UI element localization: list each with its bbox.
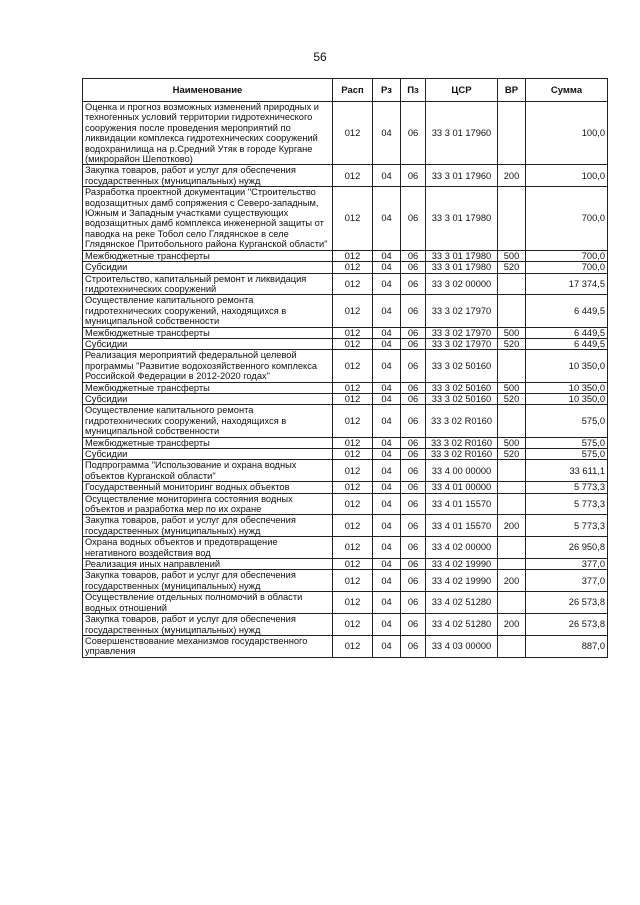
cell-csr: 33 4 02 51280 [426, 592, 498, 614]
cell-pz: 06 [401, 493, 426, 515]
cell-rasp: 012 [333, 382, 373, 393]
cell-vr: 520 [498, 338, 526, 349]
cell-csr: 33 4 01 15570 [426, 515, 498, 537]
cell-csr: 33 3 02 50160 [426, 393, 498, 404]
cell-rasp: 012 [333, 273, 373, 295]
table-row [83, 515, 608, 537]
cell-csr: 33 3 02 17970 [426, 295, 498, 327]
cell-name: Субсидии [83, 262, 333, 273]
cell-name: Межбюджетные трансферты [83, 382, 333, 393]
cell-pz: 06 [401, 592, 426, 614]
table-row [83, 482, 608, 493]
table-row [83, 295, 608, 327]
cell-rz: 04 [373, 350, 401, 382]
cell-sum: 6 449,5 [526, 338, 608, 349]
cell-rz: 04 [373, 570, 401, 592]
cell-rasp: 012 [333, 405, 373, 437]
cell-rasp: 012 [333, 460, 373, 482]
cell-rasp: 012 [333, 614, 373, 636]
cell-pz: 06 [401, 570, 426, 592]
cell-vr: 520 [498, 393, 526, 404]
cell-name: Разработка проектной документации "Строительство водозащитных дамб сопряжения с Северо-западным, Южным и Западным участками существующих водозащитных дамб комплекса инженерной защиты от паводка на реке Тобол село Глядянское в селе Глядянское Притобольного района Курганской области" [83, 187, 333, 250]
header-rasp: Расп [333, 79, 373, 102]
cell-rasp: 012 [333, 165, 373, 187]
cell-vr: 520 [498, 262, 526, 273]
cell-rz: 04 [373, 437, 401, 448]
cell-vr [498, 350, 526, 382]
cell-rasp: 012 [333, 250, 373, 261]
table-row [83, 262, 608, 273]
cell-rz: 04 [373, 262, 401, 273]
cell-rasp: 012 [333, 102, 373, 165]
cell-vr: 520 [498, 449, 526, 460]
cell-csr: 33 3 02 00000 [426, 273, 498, 295]
cell-name: Реализация мероприятий федеральной целевой программы "Развитие водохозяйственного комплекса Российской Федерации в 2012-2020 годах" [83, 350, 333, 382]
cell-sum: 10 350,0 [526, 393, 608, 404]
cell-sum: 575,0 [526, 437, 608, 448]
cell-vr [498, 537, 526, 559]
cell-name: Закупка товаров, работ и услуг для обеспечения государственных (муниципальных) нужд [83, 614, 333, 636]
header-rz: Рз [373, 79, 401, 102]
cell-name: Строительство, капитальный ремонт и ликвидация гидротехнических сооружений [83, 273, 333, 295]
cell-sum: 10 350,0 [526, 350, 608, 382]
cell-rasp: 012 [333, 449, 373, 460]
page-number: 56 [313, 50, 327, 64]
cell-sum: 5 773,3 [526, 493, 608, 515]
cell-sum: 26 950,8 [526, 537, 608, 559]
cell-vr [498, 187, 526, 250]
cell-vr [498, 482, 526, 493]
cell-pz: 06 [401, 482, 426, 493]
budget-table [82, 78, 608, 658]
cell-name: Закупка товаров, работ и услуг для обеспечения государственных (муниципальных) нужд [83, 515, 333, 537]
cell-pz: 06 [401, 437, 426, 448]
cell-rz: 04 [373, 482, 401, 493]
cell-sum: 575,0 [526, 405, 608, 437]
cell-rasp: 012 [333, 262, 373, 273]
cell-rz: 04 [373, 273, 401, 295]
cell-rz: 04 [373, 250, 401, 261]
table-row [83, 250, 608, 261]
table-row [83, 493, 608, 515]
header-sum: Сумма [526, 79, 608, 102]
cell-vr: 500 [498, 437, 526, 448]
cell-csr: 33 3 01 17960 [426, 102, 498, 165]
cell-rz: 04 [373, 493, 401, 515]
cell-rz: 04 [373, 449, 401, 460]
cell-csr: 33 3 01 17960 [426, 165, 498, 187]
cell-rasp: 012 [333, 515, 373, 537]
cell-rz: 04 [373, 187, 401, 250]
cell-csr: 33 4 02 19990 [426, 570, 498, 592]
cell-sum: 377,0 [526, 570, 608, 592]
cell-sum: 33 611,1 [526, 460, 608, 482]
table-row [83, 537, 608, 559]
cell-sum: 26 573,8 [526, 592, 608, 614]
cell-name: Субсидии [83, 393, 333, 404]
cell-name: Закупка товаров, работ и услуг для обеспечения государственных (муниципальных) нужд [83, 165, 333, 187]
cell-csr: 33 3 02 R0160 [426, 449, 498, 460]
cell-pz: 06 [401, 382, 426, 393]
table-row [83, 327, 608, 338]
cell-rasp: 012 [333, 437, 373, 448]
cell-pz: 06 [401, 338, 426, 349]
table-row [83, 102, 608, 165]
cell-rasp: 012 [333, 350, 373, 382]
cell-pz: 06 [401, 559, 426, 570]
cell-sum: 700,0 [526, 262, 608, 273]
cell-pz: 06 [401, 405, 426, 437]
cell-rasp: 012 [333, 295, 373, 327]
cell-name: Охрана водных объектов и предотвращение негативного воздействия вод [83, 537, 333, 559]
cell-csr: 33 4 02 51280 [426, 614, 498, 636]
cell-rasp: 012 [333, 635, 373, 657]
cell-rz: 04 [373, 327, 401, 338]
cell-vr [498, 592, 526, 614]
cell-csr: 33 3 01 17980 [426, 250, 498, 261]
cell-csr: 33 3 02 50160 [426, 382, 498, 393]
table-row [83, 165, 608, 187]
cell-name: Межбюджетные трансферты [83, 250, 333, 261]
cell-vr: 200 [498, 165, 526, 187]
cell-pz: 06 [401, 262, 426, 273]
cell-rz: 04 [373, 102, 401, 165]
cell-rasp: 012 [333, 482, 373, 493]
header-name: Наименование [83, 79, 333, 102]
cell-csr: 33 4 01 15570 [426, 493, 498, 515]
cell-sum: 26 573,8 [526, 614, 608, 636]
table-header-row [83, 79, 608, 102]
cell-rasp: 012 [333, 570, 373, 592]
table-row [83, 382, 608, 393]
cell-vr [498, 460, 526, 482]
table-row [83, 437, 608, 448]
cell-sum: 700,0 [526, 187, 608, 250]
cell-sum: 377,0 [526, 559, 608, 570]
cell-rz: 04 [373, 295, 401, 327]
cell-name: Осуществление капитального ремонта гидротехнических сооружений, находящихся в муниципальной собственности [83, 405, 333, 437]
table-row [83, 405, 608, 437]
cell-rz: 04 [373, 537, 401, 559]
table-row [83, 350, 608, 382]
cell-rz: 04 [373, 559, 401, 570]
cell-sum: 887,0 [526, 635, 608, 657]
cell-rz: 04 [373, 460, 401, 482]
cell-csr: 33 4 02 19990 [426, 559, 498, 570]
cell-vr: 500 [498, 250, 526, 261]
table-row [83, 635, 608, 657]
cell-pz: 06 [401, 165, 426, 187]
cell-name: Закупка товаров, работ и услуг для обеспечения государственных (муниципальных) нужд [83, 570, 333, 592]
cell-vr: 500 [498, 382, 526, 393]
cell-name: Оценка и прогноз возможных изменений природных и техногенных условий территории гидротехнического сооружения после проведения мероприятий по ликвидации комплекса гидротехнических сооружений водохранилища на р.Средний Утяк в городе Кургане (микрорайон Шепотково) [83, 102, 333, 165]
cell-sum: 100,0 [526, 165, 608, 187]
cell-csr: 33 3 02 50160 [426, 350, 498, 382]
table-row [83, 570, 608, 592]
cell-rasp: 012 [333, 592, 373, 614]
cell-vr: 500 [498, 327, 526, 338]
cell-name: Осуществление отдельных полномочий в области водных отношений [83, 592, 333, 614]
cell-name: Осуществление мониторинга состояния водных объектов и разработка мер по их охране [83, 493, 333, 515]
table-row [83, 273, 608, 295]
table-row [83, 187, 608, 250]
cell-rz: 04 [373, 393, 401, 404]
cell-name: Субсидии [83, 449, 333, 460]
cell-name: Государственный мониторинг водных объектов [83, 482, 333, 493]
table-row [83, 460, 608, 482]
cell-csr: 33 4 03 00000 [426, 635, 498, 657]
cell-vr [498, 273, 526, 295]
cell-name: Межбюджетные трансферты [83, 327, 333, 338]
cell-rasp: 012 [333, 327, 373, 338]
cell-pz: 06 [401, 515, 426, 537]
cell-vr [498, 102, 526, 165]
cell-rasp: 012 [333, 187, 373, 250]
cell-vr [498, 295, 526, 327]
cell-vr [498, 493, 526, 515]
cell-sum: 700,0 [526, 250, 608, 261]
cell-name: Осуществление капитального ремонта гидротехнических сооружений, находящихся в муниципальной собственности [83, 295, 333, 327]
table-row [83, 592, 608, 614]
table-row [83, 559, 608, 570]
cell-name: Подпрограмма "Использование и охрана водных объектов Курганской области" [83, 460, 333, 482]
cell-vr [498, 559, 526, 570]
header-vr: ВР [498, 79, 526, 102]
cell-csr: 33 3 02 R0160 [426, 405, 498, 437]
cell-rasp: 012 [333, 537, 373, 559]
table-row [83, 338, 608, 349]
cell-sum: 100,0 [526, 102, 608, 165]
cell-sum: 6 449,5 [526, 327, 608, 338]
cell-sum: 17 374,5 [526, 273, 608, 295]
cell-name: Субсидии [83, 338, 333, 349]
cell-pz: 06 [401, 537, 426, 559]
cell-name: Совершенствование механизмов государственного управления [83, 635, 333, 657]
cell-pz: 06 [401, 460, 426, 482]
cell-rz: 04 [373, 592, 401, 614]
cell-vr [498, 635, 526, 657]
table-row [83, 393, 608, 404]
cell-rasp: 012 [333, 338, 373, 349]
cell-pz: 06 [401, 449, 426, 460]
cell-rz: 04 [373, 635, 401, 657]
cell-pz: 06 [401, 614, 426, 636]
cell-pz: 06 [401, 187, 426, 250]
cell-vr [498, 405, 526, 437]
cell-rz: 04 [373, 338, 401, 349]
cell-rasp: 012 [333, 493, 373, 515]
cell-csr: 33 4 02 00000 [426, 537, 498, 559]
cell-rz: 04 [373, 405, 401, 437]
cell-vr: 200 [498, 614, 526, 636]
cell-sum: 6 449,5 [526, 295, 608, 327]
cell-rasp: 012 [333, 393, 373, 404]
cell-csr: 33 4 01 00000 [426, 482, 498, 493]
cell-csr: 33 3 02 17970 [426, 327, 498, 338]
cell-vr: 200 [498, 570, 526, 592]
cell-vr: 200 [498, 515, 526, 537]
table-row [83, 614, 608, 636]
cell-rz: 04 [373, 614, 401, 636]
cell-sum: 5 773,3 [526, 482, 608, 493]
cell-rasp: 012 [333, 559, 373, 570]
cell-csr: 33 3 01 17980 [426, 262, 498, 273]
cell-sum: 10 350,0 [526, 382, 608, 393]
cell-csr: 33 4 00 00000 [426, 460, 498, 482]
cell-csr: 33 3 01 17980 [426, 187, 498, 250]
cell-rz: 04 [373, 165, 401, 187]
cell-name: Реализация иных направлений [83, 559, 333, 570]
header-csr: ЦСР [426, 79, 498, 102]
cell-pz: 06 [401, 250, 426, 261]
table-row [83, 449, 608, 460]
cell-csr: 33 3 02 R0160 [426, 437, 498, 448]
cell-sum: 5 773,3 [526, 515, 608, 537]
cell-pz: 06 [401, 102, 426, 165]
header-pz: Пз [401, 79, 426, 102]
cell-rz: 04 [373, 515, 401, 537]
cell-pz: 06 [401, 635, 426, 657]
cell-pz: 06 [401, 273, 426, 295]
cell-sum: 575,0 [526, 449, 608, 460]
cell-pz: 06 [401, 327, 426, 338]
cell-csr: 33 3 02 17970 [426, 338, 498, 349]
cell-name: Межбюджетные трансферты [83, 437, 333, 448]
cell-rz: 04 [373, 382, 401, 393]
cell-pz: 06 [401, 393, 426, 404]
cell-pz: 06 [401, 295, 426, 327]
cell-pz: 06 [401, 350, 426, 382]
